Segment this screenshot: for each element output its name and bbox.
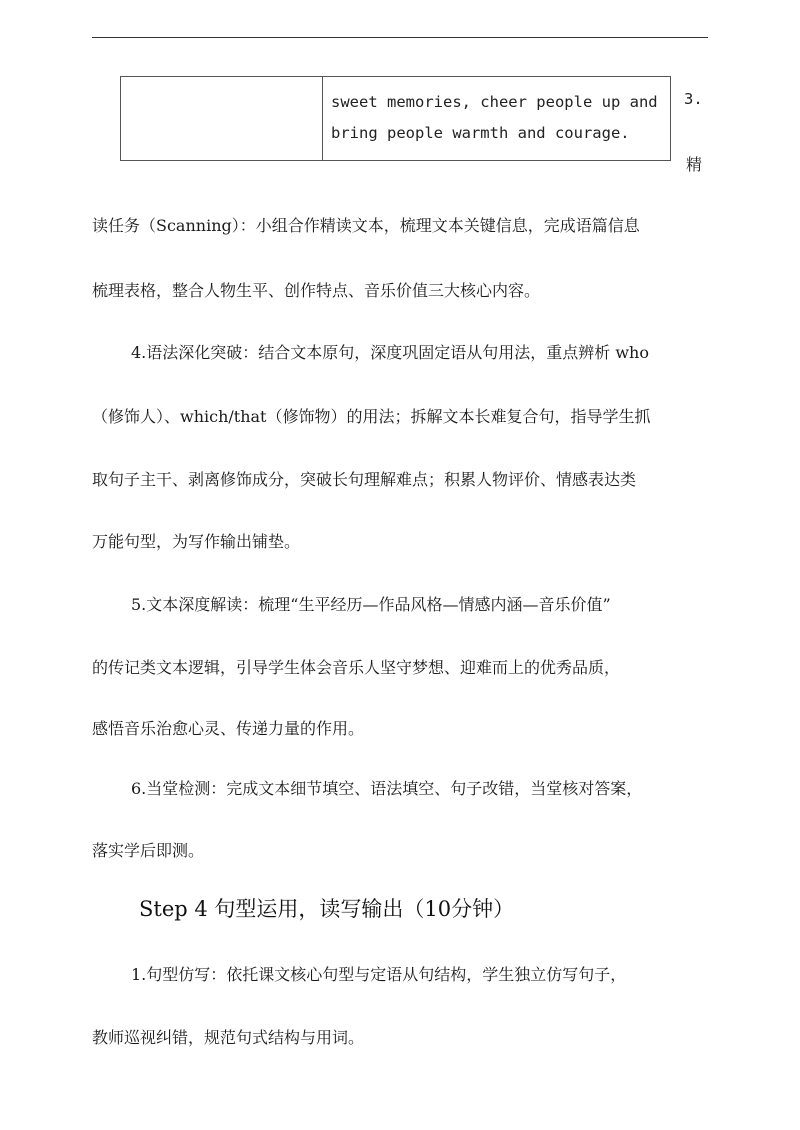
paragraph-line: （修饰人）、which/that（修饰物）的用法；拆解文本长难复合句，指导学生抓 xyxy=(92,407,651,426)
table-cell-text xyxy=(323,77,670,160)
table-text-line: bring people warmth and courage. xyxy=(331,124,630,142)
paragraph-line: 取句子主干、剥离修饰成分，突破长句理解难点；积累人物评价、情感表达类 xyxy=(92,470,637,489)
table-text-line: sweet memories, cheer people up and xyxy=(331,93,658,111)
table-cell-empty xyxy=(121,77,323,160)
paragraph-line: 4.语法深化突破：结合文本原句，深度巩固定语从句用法，重点辨析 who xyxy=(131,343,649,362)
paragraph-line: 落实学后即测。 xyxy=(92,841,205,860)
paragraph-line: 教师巡视纠错，规范句式结构与用词。 xyxy=(92,1028,365,1047)
paragraph-line: 万能句型，为写作输出铺垫。 xyxy=(92,532,301,551)
paragraph-line: 5.文本深度解读：梳理“生平经历—作品风格—情感内涵—音乐价值” xyxy=(131,595,611,614)
paragraph-line: 读任务（Scanning）：小组合作精读文本，梳理文本关键信息，完成语篇信息 xyxy=(92,216,640,235)
paragraph-line: 感悟音乐治愈心灵、传递力量的作用。 xyxy=(92,719,365,738)
margin-char: 精 xyxy=(686,155,703,174)
paragraph-line: 1.句型仿写：依托课文核心句型与定语从句结构，学生独立仿写句子， xyxy=(131,965,627,984)
paragraph-line: 梳理表格，整合人物生平、创作特点、音乐价值三大核心内容。 xyxy=(92,281,541,300)
table-fragment xyxy=(120,76,671,161)
section-heading: Step 4 句型运用，读写输出（10分钟） xyxy=(139,897,515,921)
paragraph-line: 6.当堂检测：完成文本细节填空、语法填空、句子改错，当堂核对答案， xyxy=(131,779,643,798)
paragraph-line: 的传记类文本逻辑，引导学生体会音乐人坚守梦想、迎难而上的优秀品质， xyxy=(92,658,621,677)
header-rule xyxy=(92,37,708,38)
margin-number: 3. xyxy=(684,90,703,108)
